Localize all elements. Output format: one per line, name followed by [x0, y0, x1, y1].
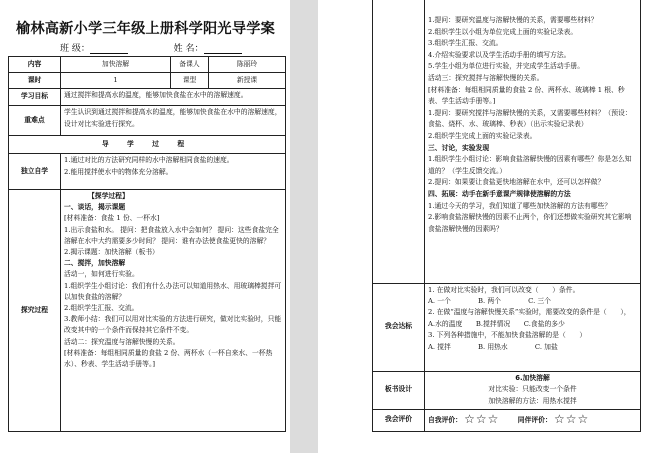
inquiry-label: 探究过程 — [9, 190, 61, 432]
continued-left-cell — [373, 0, 425, 283]
self-study-cell — [61, 154, 286, 190]
continued-line: 3.组织学生汇报、交流。 — [428, 39, 503, 48]
peer-evaluation-label: 同伴评价： — [517, 415, 552, 424]
inquiry-heading: 【探学过程】 — [88, 192, 129, 200]
class-blank[interactable] — [90, 44, 128, 54]
inquiry-cell — [61, 190, 286, 432]
continued-section: 四、拓展：动手在新手意课产规律使溶解的方法 — [428, 189, 571, 198]
period-value: 1 — [61, 73, 171, 89]
inquiry-line: [材料准备：食盐 1 份、一杯水] — [64, 214, 160, 223]
board-title: 6.加快溶解 — [515, 373, 550, 382]
continued-line: 2.提问：如果要让食盐更快地溶解在水中，还可以怎样做？ — [428, 178, 605, 187]
continued-line: 1.组织学生小组讨论：影响食盐溶解快慢的因素有哪些？你是怎么知道的？（学生反馈交流。） — [428, 155, 632, 175]
self-evaluation-label: 自我评价： — [428, 415, 462, 424]
continued-line: 2.组织学生以小组为单位完成上面的实验记录表。 — [428, 27, 578, 36]
board-label: 板书设计 — [373, 371, 425, 409]
self-study-item: 1.通过对比的方法研究同样的水中溶解相同食盐的速度。 — [64, 156, 234, 164]
preparer-value: 陈丽玲 — [209, 57, 286, 73]
key-points-text: 学生认识到通过搅拌和提高水的温度，能够加快食盐在水中的溶解速度， 设计对比实验进行探究。 — [61, 106, 286, 136]
inquiry-line: 活动一，如何进行实验。 — [64, 270, 139, 279]
practice-line: 1. 在做对比实验时，我们可以改变（ ）条件。 — [428, 285, 580, 294]
self-evaluation-stars-icon[interactable]: ☆☆☆ — [464, 411, 500, 426]
continued-cell — [425, 0, 641, 283]
practice-cell — [425, 283, 641, 371]
continued-line: 活动三：探究搅拌与溶解快慢的关系。 — [428, 73, 544, 82]
inquiry-line: [材料准备：每组相同质量的食盐 2 份、两杯水（一杯自来水、一杯热水）、秒表、学生活动手册等。] — [64, 348, 273, 369]
board-cell — [425, 371, 641, 409]
practice-line: A. 搅拌 B. 用热水 C. 加盐 — [428, 342, 558, 351]
practice-line: A. 一个 B. 两个 C. 三个 — [428, 296, 551, 305]
lesson-table-continued — [372, 0, 641, 432]
continued-section: 三、讨论，实验发现 — [428, 143, 490, 152]
name-blank[interactable] — [204, 44, 242, 54]
board-line: 加快溶解的方法：用热水搅拌 — [488, 396, 577, 405]
evaluation-label: 我会评价 — [373, 409, 425, 431]
peer-evaluation-stars-icon[interactable]: ☆☆☆ — [553, 411, 590, 426]
self-study-item: 2.能用搅拌使水中的物体充分溶解。 — [64, 167, 173, 176]
preparer-label: 备课人 — [171, 57, 209, 73]
name-label: 姓 名： — [173, 44, 204, 54]
continued-line: 2.影响食盐溶解快慢的因素不止两个，你们还想做实验研究其它影响食盐溶解快慢的因素吗？ — [428, 213, 632, 233]
inquiry-section: 二、搅拌，加快溶解 — [64, 259, 126, 268]
self-study-label: 独立自学 — [9, 154, 61, 190]
practice-line: 2. 在做“温度与溶解快慢关系”实验时，需要改变的条件是（ ），A.水的温度 B.搅拌情况 C.食盐的多少 — [428, 308, 631, 328]
content-label: 内容 — [9, 57, 61, 73]
goals-text: 通过搅拌和提高水的温度，能够加快食盐在水中的溶解速度。 — [61, 89, 286, 106]
process-header: 导 学 过 程 — [9, 136, 286, 154]
inquiry-line: 3.教师小结：我们可以用对比实验的方法进行研究，做对比实验时，只能改变其中的一个条件而保持其它条件不变。 — [64, 315, 282, 335]
class-name-line — [60, 41, 242, 54]
content-value: 加快溶解 — [61, 57, 171, 73]
type-label: 课型 — [171, 73, 209, 89]
document-page-right — [318, 0, 650, 453]
goals-label: 学习目标 — [9, 89, 61, 106]
continued-line: 1.通过今天的学习，我们知道了哪些加快溶解的方法有哪些？ — [428, 201, 612, 210]
board-line: 对比实验：只能改变一个条件 — [488, 385, 577, 394]
key-points-label: 重难点 — [9, 106, 61, 136]
lesson-table — [8, 56, 286, 432]
document-title: 榆林高新小学三年级上册科学阳光导学案 — [16, 21, 275, 37]
inquiry-line: 2.组织学生汇报、交流。 — [64, 304, 139, 313]
inquiry-line: 1.组织学生小组讨论：我们有什么办法可以知道用热水、用玻璃棒搅拌可以加快食盐的溶解？ — [64, 281, 282, 301]
continued-line: 1.提问：要研究搅拌与溶解快慢的关系，又需要哪些材料？（预设：食盐、烧杯、水、玻璃棒、秒表）（出示实验记录表） — [428, 108, 632, 129]
page-gutter — [290, 0, 318, 453]
continued-line: 1.提问：要研究温度与溶解快慢的关系，需要哪些材料？ — [428, 16, 598, 24]
class-label: 班 级： — [60, 44, 90, 54]
document-page-left — [0, 0, 290, 453]
continued-line: 2.组织学生完成上面的实验记录表。 — [428, 131, 537, 140]
period-label: 课时 — [9, 73, 61, 89]
continued-line: 5.学生小组为单位进行实验，并完成学生活动手册。 — [428, 62, 585, 71]
evaluation-cell — [425, 409, 641, 431]
inquiry-section: 一、谈话，揭示课题 — [64, 203, 126, 212]
practice-label: 我会达标 — [373, 283, 425, 371]
continued-line: [材料准备：每组相同质量的食盐 2 份、两杯水、玻璃棒 1 根、秒表、学生活动手册等。] — [428, 85, 625, 106]
inquiry-line: 活动二：探究温度与溶解快慢的关系。 — [64, 337, 180, 346]
continued-line: 4.介绍实验要求以及学生活动手册的填写方法。 — [428, 50, 571, 59]
practice-line: 3. 下列各种措施中，不能加快食盐溶解的是（ ） — [428, 331, 587, 340]
inquiry-line: 1.出示食盐和水。 提问：把食盐放入水中会如何？ 提问：这些食盐完全溶解在水中大约需要多少时间？ 提问：谁有办法使食盐更快的溶解？ — [64, 225, 279, 245]
inquiry-line: 2.揭示课题：加快溶解（板书） — [64, 248, 159, 257]
type-value: 新授课 — [209, 73, 286, 89]
